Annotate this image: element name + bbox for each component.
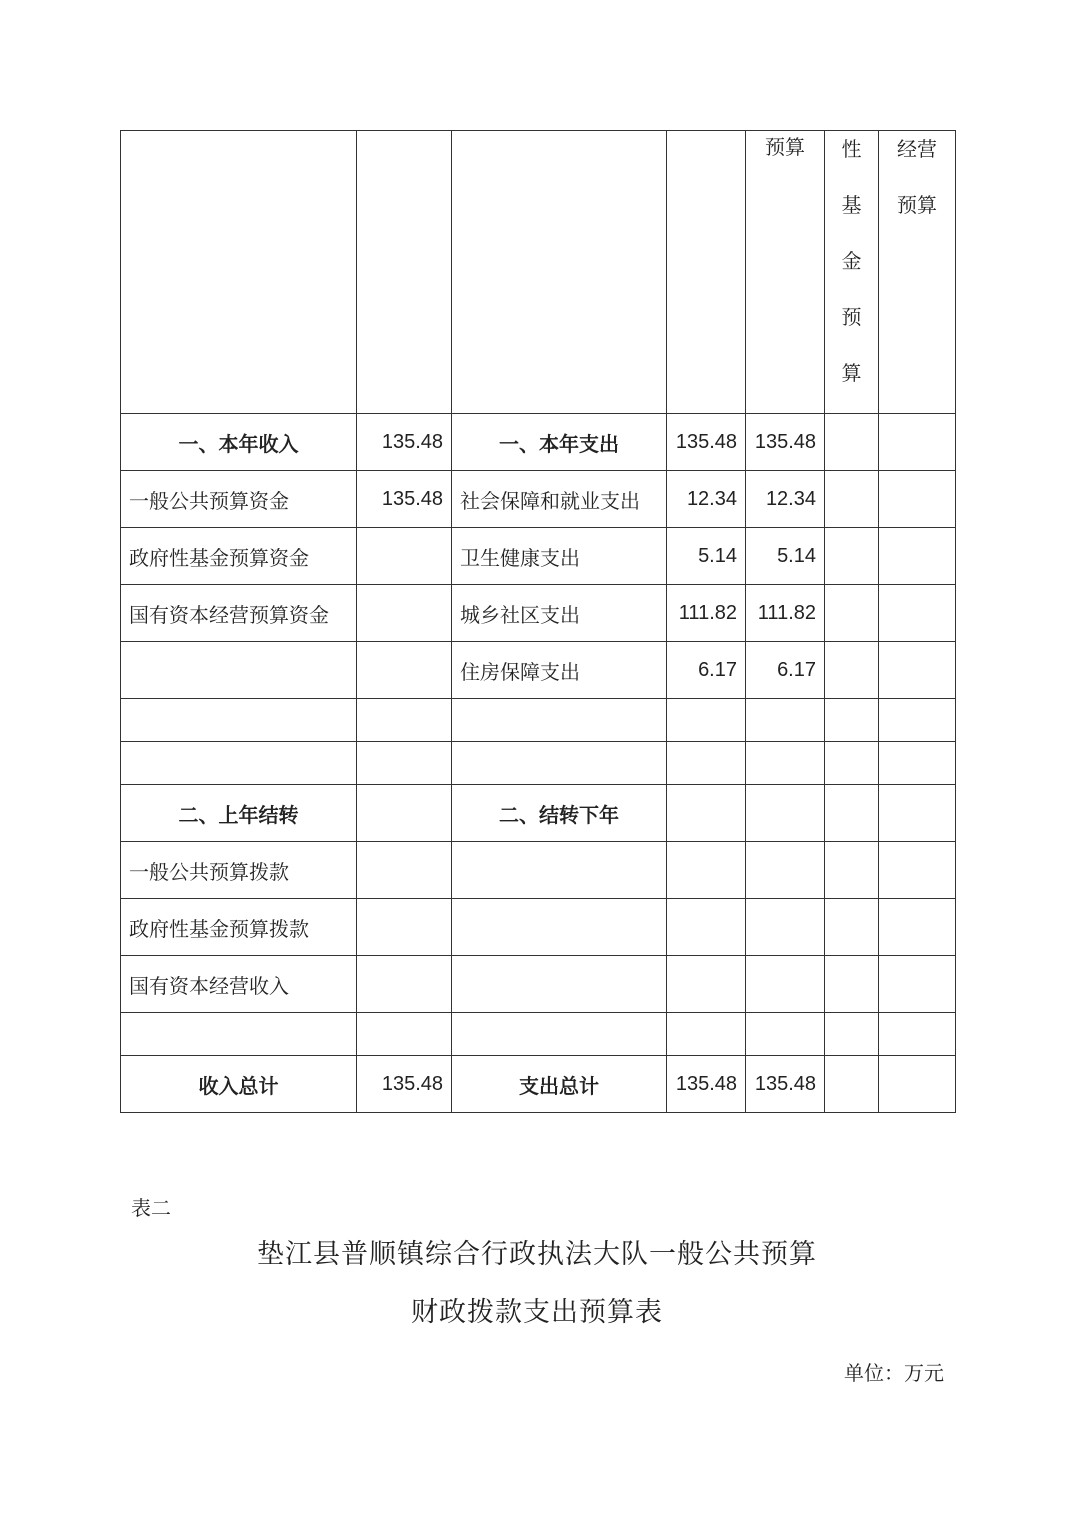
- empty-cell: [667, 899, 746, 956]
- table-row: [121, 899, 956, 956]
- empty-cell: [879, 528, 956, 585]
- budget-amount: 12.34: [746, 471, 825, 528]
- empty-cell: [357, 1013, 452, 1056]
- table-row: [121, 842, 956, 899]
- table-row: [121, 956, 956, 1013]
- empty-cell: [879, 699, 956, 742]
- income-item-label: 政府性基金预算资金: [121, 528, 357, 585]
- budget-amount: 6.17: [746, 642, 825, 699]
- empty-cell: [825, 414, 879, 471]
- expense-item-label: 住房保障支出: [452, 642, 667, 699]
- document-title-line-2: 财政拨款支出预算表: [411, 1297, 663, 1328]
- empty-cell: [357, 742, 452, 785]
- expense-section-label: 一、本年支出: [452, 414, 667, 471]
- empty-cell: [357, 785, 452, 842]
- empty-cell: [879, 585, 956, 642]
- table-row: [121, 414, 956, 471]
- empty-cell: [825, 528, 879, 585]
- table-row: [121, 585, 956, 642]
- document-title-line-1: 垫江县普顺镇综合行政执法大队一般公共预算: [257, 1239, 817, 1270]
- income-item-label: 国有资本经营预算资金: [121, 585, 357, 642]
- expense-total-label: 支出总计: [452, 1056, 667, 1113]
- income-amount: 135.48: [357, 471, 452, 528]
- carryover-item-label: 政府性基金预算拨款: [121, 899, 357, 956]
- empty-cell: [357, 842, 452, 899]
- budget-amount: 5.14: [746, 528, 825, 585]
- header-cell: [357, 131, 452, 414]
- empty-cell: [357, 699, 452, 742]
- empty-cell: [746, 699, 825, 742]
- header-char: 基: [841, 193, 862, 217]
- header-row: [121, 131, 956, 414]
- income-amount: 135.48: [357, 414, 452, 471]
- empty-cell: [825, 785, 879, 842]
- table-row: [121, 785, 956, 842]
- header-line: 经营: [897, 137, 937, 161]
- table-row: [121, 699, 956, 742]
- total-row: [121, 1056, 956, 1113]
- expense-item-label: 社会保障和就业支出: [452, 471, 667, 528]
- empty-cell: [825, 1013, 879, 1056]
- header-char: 预: [841, 305, 862, 329]
- empty-cell: [825, 1056, 879, 1113]
- empty-cell: [879, 1056, 956, 1113]
- carryover-item-label: 一般公共预算拨款: [121, 842, 357, 899]
- table-row: [121, 642, 956, 699]
- empty-cell: [746, 785, 825, 842]
- empty-cell: [879, 414, 956, 471]
- empty-cell: [746, 742, 825, 785]
- empty-cell: [879, 742, 956, 785]
- empty-cell: [746, 1013, 825, 1056]
- income-total-amount: 135.48: [357, 1056, 452, 1113]
- empty-cell: [121, 1013, 357, 1056]
- empty-cell: [825, 642, 879, 699]
- empty-cell: [746, 956, 825, 1013]
- header-char: 算: [841, 361, 862, 385]
- header-char: 金: [841, 249, 862, 273]
- carryforward-section-label: 二、结转下年: [452, 785, 667, 842]
- expense-amount: 6.17: [667, 642, 746, 699]
- empty-cell: [667, 956, 746, 1013]
- empty-cell: [667, 742, 746, 785]
- budget-table: [120, 130, 956, 1113]
- empty-cell: [667, 699, 746, 742]
- empty-cell: [667, 842, 746, 899]
- empty-cell: [357, 899, 452, 956]
- empty-cell: [357, 642, 452, 699]
- empty-cell: [452, 899, 667, 956]
- empty-cell: [879, 785, 956, 842]
- carryover-item-label: 国有资本经营收入: [121, 956, 357, 1013]
- empty-cell: [452, 956, 667, 1013]
- empty-cell: [879, 471, 956, 528]
- empty-cell: [452, 742, 667, 785]
- header-fund-budget: [825, 131, 879, 414]
- expense-amount: 135.48: [667, 414, 746, 471]
- empty-cell: [825, 842, 879, 899]
- table-number-note: 表二: [131, 1196, 171, 1220]
- table-row: [121, 471, 956, 528]
- empty-cell: [879, 899, 956, 956]
- empty-cell: [879, 842, 956, 899]
- empty-cell: [667, 1013, 746, 1056]
- empty-cell: [452, 1013, 667, 1056]
- empty-cell: [121, 699, 357, 742]
- expense-amount: 111.82: [667, 585, 746, 642]
- header-cell: [452, 131, 667, 414]
- expense-amount: 5.14: [667, 528, 746, 585]
- income-section-label: 一、本年收入: [121, 414, 357, 471]
- empty-cell: [452, 699, 667, 742]
- empty-cell: [357, 528, 452, 585]
- empty-cell: [746, 842, 825, 899]
- header-budget: [746, 131, 825, 414]
- unit-label: 单位：万元: [844, 1361, 944, 1385]
- empty-cell: [825, 585, 879, 642]
- table-row: [121, 742, 956, 785]
- empty-cell: [357, 585, 452, 642]
- income-total-label: 收入总计: [121, 1056, 357, 1113]
- budget-amount: 111.82: [746, 585, 825, 642]
- expense-amount: 12.34: [667, 471, 746, 528]
- budget-amount: 135.48: [746, 414, 825, 471]
- empty-cell: [825, 899, 879, 956]
- empty-cell: [121, 742, 357, 785]
- expense-item-label: 卫生健康支出: [452, 528, 667, 585]
- header-cell: [121, 131, 357, 414]
- empty-cell: [825, 956, 879, 1013]
- expense-total-amount: 135.48: [667, 1056, 746, 1113]
- header-char: 性: [841, 137, 862, 161]
- carryover-section-label: 二、上年结转: [121, 785, 357, 842]
- table-row: [121, 1013, 956, 1056]
- empty-cell: [746, 899, 825, 956]
- empty-cell: [825, 471, 879, 528]
- income-item-label: 一般公共预算资金: [121, 471, 357, 528]
- budget-total-amount: 135.48: [746, 1056, 825, 1113]
- empty-cell: [825, 742, 879, 785]
- header-capital-budget: [879, 131, 956, 414]
- empty-cell: [825, 699, 879, 742]
- empty-cell: [879, 956, 956, 1013]
- table-row: [121, 528, 956, 585]
- header-line: 预算: [897, 193, 937, 217]
- empty-cell: [879, 1013, 956, 1056]
- expense-item-label: 城乡社区支出: [452, 585, 667, 642]
- empty-cell: [452, 842, 667, 899]
- empty-cell: [357, 956, 452, 1013]
- header-budget-text: 预算: [765, 135, 805, 159]
- header-cell: [667, 131, 746, 414]
- empty-cell: [121, 642, 357, 699]
- empty-cell: [879, 642, 956, 699]
- empty-cell: [667, 785, 746, 842]
